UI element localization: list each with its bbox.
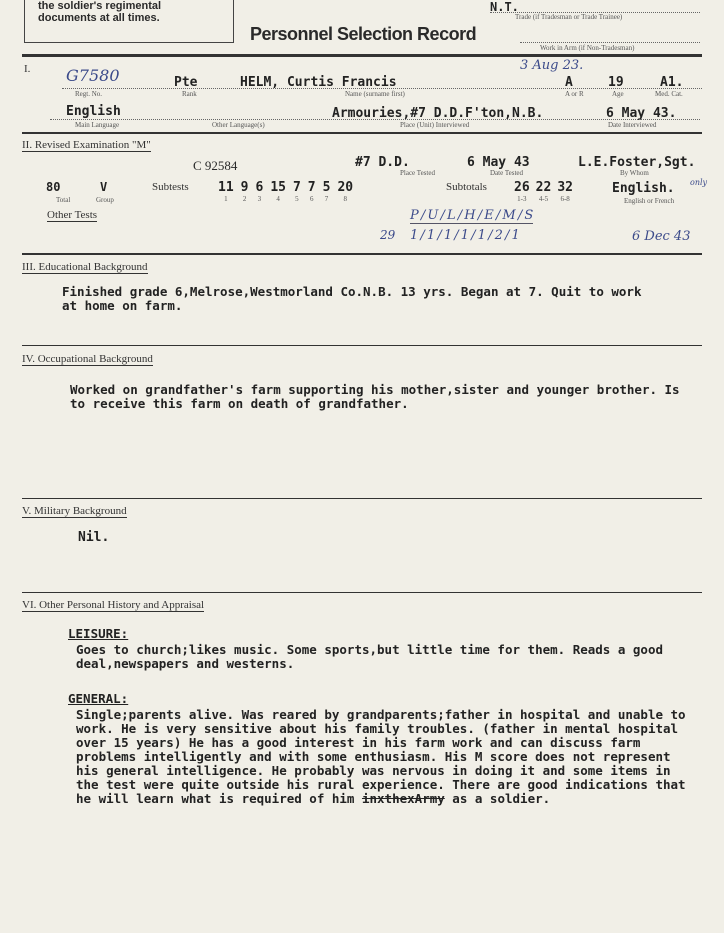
label: English or French [624,197,675,205]
notice-line: the soldier's regimental [38,0,162,12]
label: By Whom [620,169,649,177]
leisure-text [76,643,696,671]
subtotal-value: 32 [557,180,573,195]
leisure-paragraph: Goes to church;likes music. Some sports,but little time for them. Reads a good deal,newspapers and westerns. [76,642,663,671]
label: Subtests [152,181,189,193]
subtotal-value: 22 [535,180,552,195]
subtotal-range: 1-3 [517,195,527,203]
label: Age [612,90,624,98]
subtest [293,180,301,203]
pulhems-values: 1 / 1 / 1 / 1 / 1 / 2 / 1 [410,228,520,243]
subtest [323,180,331,203]
subtotal [536,180,552,203]
regt-no: G7580 [66,66,120,85]
divider [22,132,702,134]
section-heading: III. Educational Background [22,261,148,273]
page-title: Personnel Selection Record [250,24,477,44]
trade-label: Trade (if Tradesman or Trade Trainee) [515,13,623,21]
total-score: 80 [46,180,61,194]
subtest-value: 15 [270,180,286,195]
subtest-number: 2 [242,195,247,203]
divider [22,345,702,346]
name: HELM, Curtis Francis [240,75,397,90]
general-text [76,708,696,806]
subtest [337,180,353,203]
subtest-number: 3 [257,195,262,203]
subtest-value: 11 [218,180,234,195]
label: Group [96,196,114,204]
general-label: GENERAL: [68,691,129,706]
subtest [218,180,234,203]
section-heading: V. Military Background [22,505,127,517]
subtotal-value: 26 [514,180,530,195]
education-paragraph: Finished grade 6,Melrose,Westmorland Co.N.B. 13 yrs. Began at 7. Quit to work at home on farm. [62,284,642,313]
subtotal [557,180,573,203]
military-text: Nil. [78,530,110,545]
language-note: only [690,178,708,187]
subtest-number: 1 [224,195,228,203]
label: Rank [182,90,197,98]
form-number: C 92584 [193,158,238,173]
subtest-number: 6 [309,195,314,203]
subtest [308,180,316,203]
a-or-r: A [565,75,573,90]
label: Main Language [75,121,120,129]
group: V [100,180,108,194]
label: Total [56,196,71,204]
education-text [62,285,662,313]
subtotal [514,180,530,203]
label: Regt. No. [75,90,103,98]
subtest [270,180,286,203]
subtest [241,180,249,203]
general-end: as a soldier. [444,791,551,806]
general-body: Single;parents alive. Was reared by grandparents;father in hospital and unable to work. He is very sensitive about his family troubles. (father in mental hospital over 15 years) He has a good interest in his farm work and can discuss farm problems intelligently and with some enthusiasm. His M score does not represent his general intelligence. He probably was nervous in doing it and some items in the test were quite outside his rural experience. There are good indications that he will learn what is required of him [76,707,686,806]
label: A or R [565,90,584,98]
divider [22,498,702,499]
section-number: I. [24,63,31,75]
other-tests-label: Other Tests [47,209,98,221]
pulhems-date: 6 Dec 43 [632,229,691,244]
label: Other Language(s) [212,121,265,129]
label: Date Interviewed [608,121,657,129]
notice-text [38,0,161,24]
occupation-paragraph: Worked on grandfather's farm supporting his mother,sister and younger brother. Is to receive this farm on death of grandfather. [70,382,680,411]
general-paragraph [76,708,696,806]
age: 19 [608,75,624,90]
place-tested: #7 D.D. [355,155,410,170]
subtest-number: 7 [324,195,329,203]
pulhems-letters: P / U / L / H / E / M / S [410,208,534,223]
subtest-number: 5 [295,195,299,203]
section-heading: IV. Occupational Background [22,353,153,365]
subtest-number: 8 [343,195,348,203]
struck-text: inxthexArmy [361,791,445,806]
subtotals [514,180,573,203]
subtest-value: 9 [240,180,249,195]
subtotal-range: 4-5 [538,195,549,203]
work-label: Work in Arm (if Non-Tradesman) [540,44,635,52]
subtest-value: 7 [307,180,316,195]
label: Name (surname first) [345,90,405,98]
label: Place Tested [400,169,435,177]
test-language: English. [612,181,675,196]
subtest-number: 4 [276,195,280,203]
subtest-value: 6 [255,180,264,195]
place-interviewed: Armouries,#7 D.D.F'ton,N.B. [332,106,544,121]
rank: Pte [174,75,198,90]
main-language: English [66,104,121,119]
label: Med. Cat. [655,90,683,98]
notice-line: documents at all times. [38,12,160,24]
leisure-label: LEISURE: [68,626,129,641]
med-cat: A1. [660,75,684,90]
subtest [255,180,263,203]
divider [22,54,702,57]
date-interviewed: 6 May 43. [606,106,677,121]
subtest-value: 7 [292,180,301,195]
label: Subtotals [446,181,487,193]
divider [22,592,702,593]
subtest-value: 5 [322,180,331,195]
trade-value: N.T. [490,0,519,14]
subtests [218,180,353,203]
section-heading: II. Revised Examination "M" [22,139,151,151]
by-whom: L.E.Foster,Sgt. [578,155,696,170]
label: Date Tested [490,169,524,177]
section-heading: VI. Other Personal History and Appraisal [22,599,205,611]
label: Place (Unit) Interviewed [400,121,470,129]
occupation-text [70,383,690,411]
date-tested: 6 May 43 [467,155,530,170]
subtotal-range: 6-8 [560,195,570,203]
subtest-value: 20 [337,180,354,195]
pulhems-number: 29 [380,228,396,242]
handwritten-note: 3 Aug 23. [520,58,584,73]
divider [22,253,702,255]
